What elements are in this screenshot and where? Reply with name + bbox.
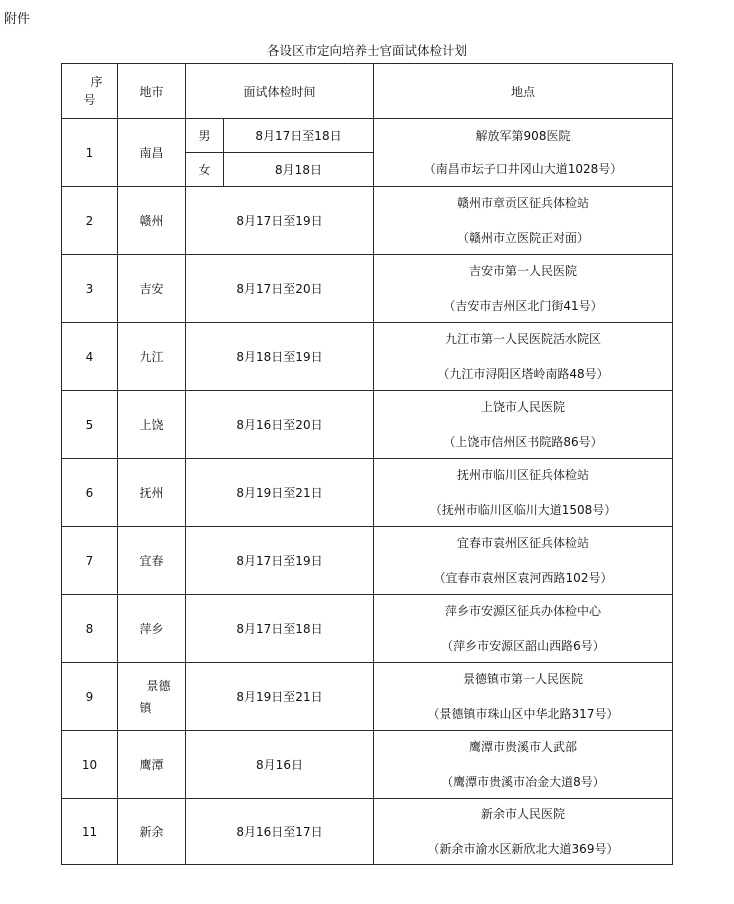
row-exam-time: 8月16日至17日 bbox=[186, 799, 374, 865]
row-city: 上饶 bbox=[118, 391, 186, 459]
table-row bbox=[62, 255, 673, 323]
table-header-row bbox=[62, 64, 673, 119]
location-address: （南昌市坛子口井冈山大道1028号） bbox=[423, 161, 623, 176]
location-place: 吉安市第一人民医院 bbox=[468, 263, 577, 278]
table-row bbox=[62, 459, 673, 527]
attachment-label: 附件 bbox=[4, 12, 31, 27]
row-city: 赣州 bbox=[118, 187, 186, 255]
location-place: 鹰潭市贵溪市人武部 bbox=[468, 739, 577, 754]
exam-schedule-table bbox=[61, 63, 673, 865]
row-exam-time: 8月19日至21日 bbox=[186, 459, 374, 527]
row-seq: 3 bbox=[62, 255, 118, 323]
location-address: （吉安市吉州区北门街41号） bbox=[443, 298, 603, 313]
row-seq: 2 bbox=[62, 187, 118, 255]
location-address: （鹰潭市贵溪市冶金大道8号） bbox=[441, 774, 605, 789]
table-row bbox=[62, 595, 673, 663]
location-place: 新余市人民医院 bbox=[480, 806, 565, 821]
header-location: 地点 bbox=[374, 64, 673, 119]
row-city: 鹰潭 bbox=[118, 731, 186, 799]
location-address: （赣州市立医院正对面） bbox=[456, 230, 589, 245]
location-place: 九江市第一人民医院活水院区 bbox=[444, 331, 601, 346]
row-seq: 4 bbox=[62, 323, 118, 391]
location-place: 景德镇市第一人民医院 bbox=[462, 671, 583, 686]
location-address: （萍乡市安源区韶山西路6号） bbox=[441, 638, 605, 653]
location-place: 上饶市人民医院 bbox=[480, 399, 565, 414]
location-address: （宜春市袁州区袁河西路102号） bbox=[433, 570, 613, 585]
table-row bbox=[62, 731, 673, 799]
row-exam-time: 8月16日至20日 bbox=[186, 391, 374, 459]
location-address: （新余市渝水区新欣北大道369号） bbox=[427, 841, 619, 856]
row-location bbox=[374, 663, 673, 731]
row-location bbox=[374, 731, 673, 799]
row-seq: 7 bbox=[62, 527, 118, 595]
row-exam-time: 8月18日至19日 bbox=[186, 323, 374, 391]
row-exam-time: 8月17日至18日 bbox=[186, 595, 374, 663]
header-seq: 序 号 bbox=[62, 64, 118, 119]
row-location bbox=[374, 119, 673, 187]
gender-male-label: 男 bbox=[186, 119, 224, 153]
row-exam-time: 8月17日至19日 bbox=[186, 527, 374, 595]
header-city: 地市 bbox=[118, 64, 186, 119]
row-location bbox=[374, 323, 673, 391]
row-exam-time: 8月16日 bbox=[186, 731, 374, 799]
location-place: 抚州市临川区征兵体检站 bbox=[456, 467, 589, 482]
location-place: 宜春市袁州区征兵体检站 bbox=[456, 535, 589, 550]
location-place: 解放军第908医院 bbox=[475, 128, 571, 143]
table-row bbox=[62, 187, 673, 255]
row-city: 宜春 bbox=[118, 527, 186, 595]
row-seq: 6 bbox=[62, 459, 118, 527]
row-seq: 9 bbox=[62, 663, 118, 731]
table-row bbox=[62, 663, 673, 731]
location-address: （景德镇市珠山区中华北路317号） bbox=[427, 706, 619, 721]
row-location bbox=[374, 527, 673, 595]
table-row bbox=[62, 527, 673, 595]
row-city: 萍乡 bbox=[118, 595, 186, 663]
location-address: （九江市浔阳区塔岭南路48号） bbox=[437, 366, 609, 381]
location-place: 赣州市章贡区征兵体检站 bbox=[456, 195, 589, 210]
row-location bbox=[374, 459, 673, 527]
row-exam-time: 8月19日至21日 bbox=[186, 663, 374, 731]
male-exam-time: 8月17日至18日 bbox=[224, 119, 374, 153]
table-row bbox=[62, 799, 673, 865]
table-row bbox=[62, 391, 673, 459]
row-city: 吉安 bbox=[118, 255, 186, 323]
row-exam-time: 8月17日至19日 bbox=[186, 187, 374, 255]
gender-female-label: 女 bbox=[186, 153, 224, 187]
row-seq: 1 bbox=[62, 119, 118, 187]
row-city: 新余 bbox=[118, 799, 186, 865]
row-city-line1: 景德 bbox=[146, 678, 171, 693]
table-row bbox=[62, 119, 673, 153]
location-address: （上饶市信州区书院路86号） bbox=[443, 434, 603, 449]
header-time: 面试体检时间 bbox=[186, 64, 374, 119]
row-location bbox=[374, 187, 673, 255]
location-place: 萍乡市安源区征兵办体检中心 bbox=[444, 603, 601, 618]
row-city: 南昌 bbox=[118, 119, 186, 187]
row-location bbox=[374, 255, 673, 323]
row-city: 九江 bbox=[118, 323, 186, 391]
location-address: （抚州市临川区临川大道1508号） bbox=[429, 502, 617, 517]
row-seq: 5 bbox=[62, 391, 118, 459]
row-exam-time: 8月17日至20日 bbox=[186, 255, 374, 323]
row-seq: 11 bbox=[62, 799, 118, 865]
row-city-line2: 镇 bbox=[139, 700, 152, 715]
row-city: 抚州 bbox=[118, 459, 186, 527]
row-seq: 10 bbox=[62, 731, 118, 799]
female-exam-time: 8月18日 bbox=[224, 153, 374, 187]
row-location bbox=[374, 391, 673, 459]
row-location bbox=[374, 799, 673, 865]
row-city bbox=[118, 663, 186, 731]
row-location bbox=[374, 595, 673, 663]
document-title: 各设区市定向培养士官面试体检计划 bbox=[266, 43, 467, 58]
table-row bbox=[62, 323, 673, 391]
row-seq: 8 bbox=[62, 595, 118, 663]
